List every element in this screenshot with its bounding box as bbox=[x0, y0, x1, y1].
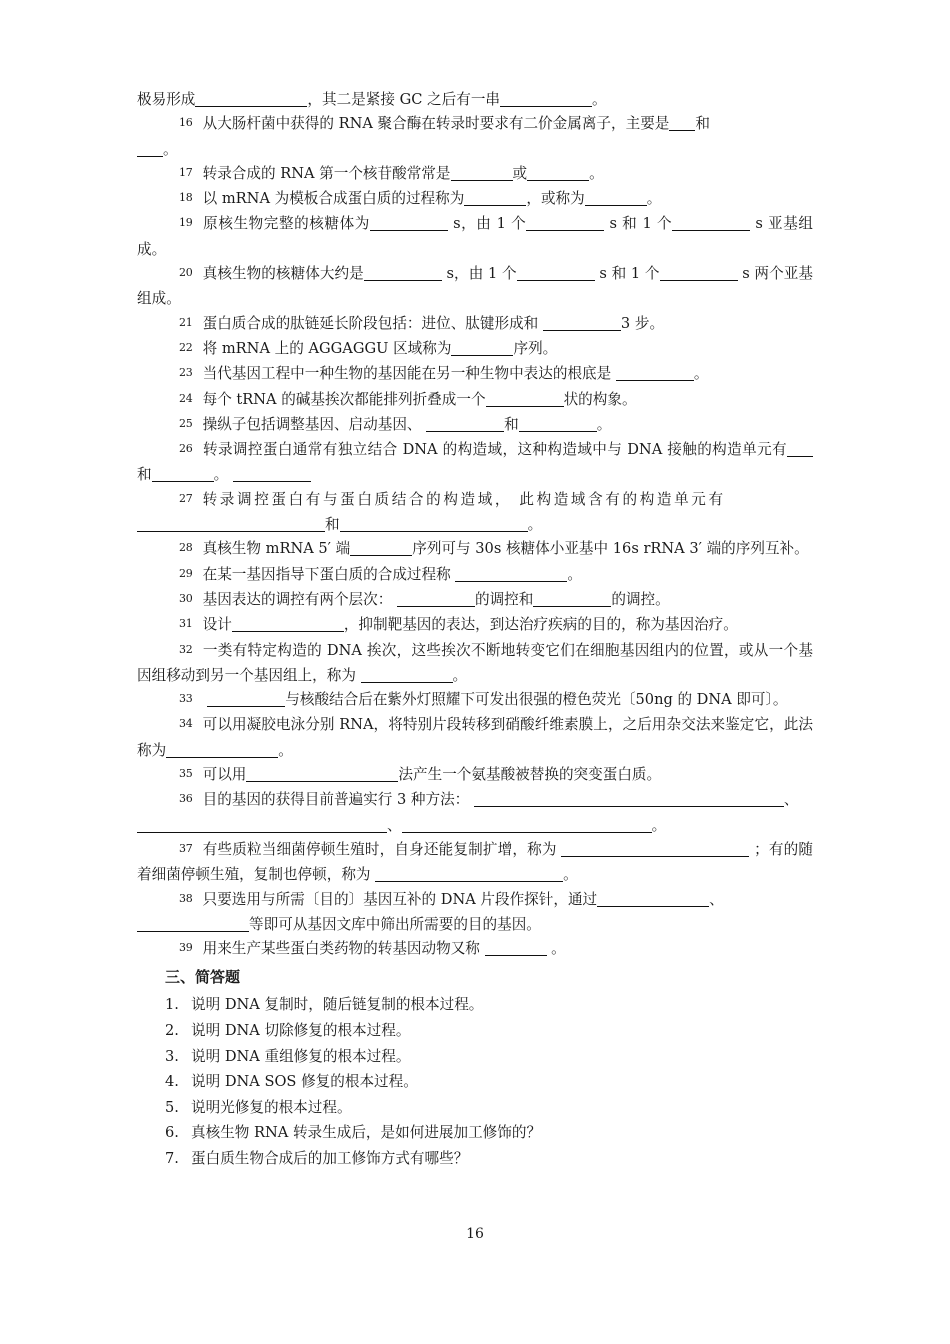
fill-in-item-35 bbox=[137, 763, 813, 788]
answer-blank[interactable] bbox=[426, 418, 504, 432]
answer-blank[interactable] bbox=[533, 593, 611, 607]
question-text: 说明光修复的根本过程。 bbox=[191, 1098, 352, 1116]
answer-blank[interactable] bbox=[375, 868, 563, 882]
answer-blank[interactable] bbox=[787, 443, 813, 457]
item-number: 27 bbox=[179, 491, 193, 505]
answer-blank[interactable] bbox=[486, 393, 564, 407]
item-text: 真核生物 mRNA 5′ 端 bbox=[202, 540, 351, 558]
item-text: 。 bbox=[646, 190, 662, 208]
question-number: 1. bbox=[165, 996, 179, 1014]
item-text: 转录调控蛋白通常有独立结合 DNA 的构造域，这种构造域中与 DNA 接触的构造单元有 bbox=[202, 441, 787, 459]
item-number: 29 bbox=[179, 566, 193, 580]
list-item bbox=[165, 1120, 813, 1146]
answer-blank[interactable] bbox=[660, 267, 738, 281]
item-text: ，或称为 bbox=[526, 190, 585, 208]
item-text: 有些质粒当细菌停顿生殖时，自身还能复制扩增，称为 bbox=[202, 840, 562, 858]
item-number: 39 bbox=[179, 941, 193, 955]
fill-in-item-28 bbox=[137, 537, 813, 562]
item-number: 34 bbox=[179, 717, 193, 731]
answer-blank[interactable] bbox=[137, 143, 163, 157]
item-number: 28 bbox=[179, 541, 193, 555]
item-text: 。 bbox=[213, 466, 233, 484]
item-number: 26 bbox=[179, 442, 193, 456]
item-text: 。 bbox=[452, 666, 468, 684]
item-text: 。 bbox=[563, 866, 578, 884]
item-text: 。 bbox=[693, 365, 709, 383]
question-number: 7. bbox=[165, 1149, 179, 1167]
fill-in-item-16 bbox=[137, 112, 813, 162]
item-number: 17 bbox=[179, 165, 193, 179]
fill-in-item-19 bbox=[137, 212, 813, 262]
answer-blank[interactable] bbox=[597, 893, 709, 907]
item-number: 33 bbox=[179, 692, 193, 706]
item-text: 与核酸结合后在紫外灯照耀下可发出很强的橙色荧光〔50ng 的 DNA 即可〕。 bbox=[285, 691, 788, 709]
answer-blank[interactable] bbox=[585, 192, 647, 206]
fill-in-item-24 bbox=[137, 388, 813, 413]
item-text: 、 bbox=[709, 890, 724, 908]
item-text: 、 bbox=[387, 816, 402, 834]
item-text: 一类有特定构造的 DNA 挨次，这些挨次不断地转变它们在细胞基因组内的位置，或从一个基因组移动到另一个基因组上，称为 bbox=[137, 641, 813, 684]
answer-blank[interactable] bbox=[517, 267, 595, 281]
answer-blank[interactable] bbox=[464, 192, 526, 206]
fill-in-item-30 bbox=[137, 588, 813, 613]
fill-in-item-38 bbox=[137, 888, 813, 913]
answer-blank[interactable] bbox=[526, 217, 604, 231]
item-text: 转录合成的 RNA 第一个核苷酸常常是 bbox=[202, 164, 451, 182]
list-item bbox=[165, 1146, 813, 1172]
item-text: 从大肠杆菌中获得的 RNA 聚合酶在转录时要求有二价金属离子，主要是 bbox=[202, 115, 670, 133]
item-text: ；有的随着细菌停顿生殖，复制也停顿，称为 bbox=[137, 840, 813, 884]
item-text: 。 bbox=[651, 816, 667, 834]
item-text: 。 bbox=[278, 741, 293, 759]
item-text: 每个 tRNA 的碱基挨次都能排列折叠成一个 bbox=[202, 390, 486, 408]
fill-in-item-25 bbox=[137, 413, 813, 438]
answer-blank[interactable] bbox=[519, 418, 597, 432]
answer-blank[interactable] bbox=[455, 568, 567, 582]
item-text: 操纵子包括调整基因、启动基因、 bbox=[202, 415, 427, 433]
item-text: 原核生物完整的核糖体为 bbox=[202, 215, 370, 233]
list-item bbox=[165, 1095, 813, 1121]
answer-blank[interactable] bbox=[361, 669, 453, 683]
fill-in-item-20 bbox=[137, 262, 813, 312]
item-text: 等即可从基因文库中筛出所需要的目的基因。 bbox=[249, 915, 541, 933]
item-text: 当代基因工程中一种生物的基因能在另一种生物中表达的根底是 bbox=[202, 365, 616, 383]
item-text: 。 bbox=[546, 940, 566, 958]
item-number: 22 bbox=[179, 340, 193, 354]
question-number: 6. bbox=[165, 1124, 179, 1142]
list-item bbox=[165, 992, 813, 1018]
fill-in-item-27-continued bbox=[137, 513, 813, 537]
item-text: 蛋白质合成的肽链延长阶段包括：进位、肽键形成和 bbox=[202, 314, 543, 332]
item-number: 20 bbox=[179, 266, 193, 280]
answer-blank[interactable] bbox=[451, 167, 513, 181]
fill-in-item-39 bbox=[137, 937, 813, 962]
continued-prefix: 极易形成 bbox=[137, 91, 196, 108]
item-text: s 两个亚基组成。 bbox=[137, 265, 813, 308]
short-answer-list bbox=[137, 992, 813, 1171]
fill-in-item-27 bbox=[137, 488, 813, 513]
item-text: s 和 1 个 bbox=[604, 215, 673, 233]
section-heading-short-answer: 三、简答题 bbox=[165, 968, 241, 987]
fill-in-item-17 bbox=[137, 162, 813, 187]
item-number: 19 bbox=[179, 216, 193, 230]
item-number: 21 bbox=[179, 315, 193, 329]
item-text: 和 bbox=[325, 516, 340, 534]
item-number: 35 bbox=[179, 767, 193, 781]
question-text: 说明 DNA 复制时，随后链复制的根本过程。 bbox=[191, 996, 484, 1014]
item-text: 。 bbox=[567, 565, 582, 583]
fill-in-item-21 bbox=[137, 312, 813, 337]
fill-in-item-23 bbox=[137, 362, 813, 387]
item-text: 序列。 bbox=[513, 339, 558, 357]
answer-blank[interactable] bbox=[474, 793, 784, 807]
item-text: s，由 1 个 bbox=[441, 265, 517, 283]
fill-in-item-37 bbox=[137, 838, 813, 888]
answer-blank[interactable] bbox=[195, 93, 307, 107]
fill-in-item-18 bbox=[137, 187, 813, 212]
question-text: 说明 DNA SOS 修复的根本过程。 bbox=[191, 1073, 418, 1091]
item-text: 将 mRNA 上的 AGGAGGU 区域称为 bbox=[202, 339, 452, 357]
item-text: ，抑制靶基因的表达，到达治疗疾病的目的，称为基因治疗。 bbox=[343, 616, 738, 634]
answer-blank[interactable] bbox=[402, 819, 652, 833]
question-text: 说明 DNA 重组修复的根本过程。 bbox=[191, 1047, 411, 1065]
item-text: 在某一基因指导下蛋白质的合成过程称 bbox=[202, 565, 456, 583]
item-text: s 亚基组成。 bbox=[137, 215, 813, 258]
fill-in-item-26 bbox=[137, 438, 813, 488]
answer-blank[interactable] bbox=[340, 518, 528, 532]
item-text: 目的基因的获得目前普遍实行 3 种方法： bbox=[202, 791, 474, 809]
answer-blank[interactable] bbox=[672, 217, 750, 231]
item-number: 32 bbox=[179, 642, 193, 656]
fill-in-item-32 bbox=[137, 639, 813, 689]
item-text: 的调控。 bbox=[611, 590, 670, 608]
item-number: 37 bbox=[179, 841, 193, 855]
fill-in-item-29 bbox=[137, 563, 813, 588]
item-text: 设计 bbox=[202, 616, 232, 634]
item-number: 16 bbox=[179, 116, 193, 130]
item-text: 以 mRNA 为模板合成蛋白质的过程称为 bbox=[202, 190, 465, 208]
answer-blank[interactable] bbox=[561, 843, 749, 857]
answer-blank[interactable] bbox=[152, 468, 214, 482]
item-number: 38 bbox=[179, 891, 193, 905]
item-text: 可以用凝胶电泳分别 RNA，将特别片段转移到硝酸纤维素膜上，之后用杂交法来鉴定它，此法称为 bbox=[137, 716, 813, 759]
item-text: 。 bbox=[163, 140, 178, 158]
list-item bbox=[165, 1044, 813, 1070]
answer-blank[interactable] bbox=[616, 367, 694, 381]
answer-blank[interactable] bbox=[485, 942, 547, 956]
item-number: 23 bbox=[179, 366, 193, 380]
fill-in-item-36 bbox=[137, 788, 813, 813]
item-text: 或 bbox=[512, 164, 528, 182]
question-text: 蛋白质生物合成后的加工修饰方式有哪些？ bbox=[191, 1149, 469, 1167]
item-text: 转录调控蛋白有与蛋白质结合的构造域， 此构造域含有的构造单元有 bbox=[202, 490, 726, 508]
document-body bbox=[137, 88, 813, 1172]
item-text: 。 bbox=[527, 516, 543, 534]
fill-in-item-38-continued bbox=[137, 913, 813, 937]
item-text: 法产生一个氨基酸被替换的突变蛋白质。 bbox=[398, 766, 662, 784]
continued-sentence bbox=[137, 88, 813, 112]
item-text: 和 bbox=[695, 115, 711, 133]
answer-blank[interactable] bbox=[350, 542, 412, 556]
item-text: 用来生产某些蛋白类药物的转基因动物又称 bbox=[202, 940, 485, 958]
answer-blank[interactable] bbox=[137, 819, 387, 833]
item-number: 25 bbox=[179, 416, 193, 430]
item-number: 31 bbox=[179, 617, 193, 631]
question-number: 5. bbox=[165, 1098, 179, 1116]
answer-blank[interactable] bbox=[246, 768, 398, 782]
item-number: 36 bbox=[179, 792, 193, 806]
question-text: 真核生物 RNA 转录生成后，是如何进展加工修饰的？ bbox=[191, 1124, 542, 1142]
answer-blank[interactable] bbox=[233, 468, 311, 482]
item-text: 只要选用与所需〔目的〕基因互补的 DNA 片段作探针，通过 bbox=[202, 890, 598, 908]
answer-blank[interactable] bbox=[500, 93, 592, 107]
answer-blank[interactable] bbox=[137, 918, 249, 932]
answer-blank[interactable] bbox=[207, 693, 285, 707]
list-item bbox=[165, 1069, 813, 1095]
item-text: s，由 1 个 bbox=[447, 215, 527, 233]
item-text: 3 步。 bbox=[620, 314, 665, 332]
page-number: 16 bbox=[466, 1226, 484, 1242]
question-text: 说明 DNA 切除修复的根本过程。 bbox=[191, 1021, 411, 1039]
answer-blank[interactable] bbox=[166, 744, 278, 758]
answer-blank[interactable] bbox=[370, 217, 448, 231]
fill-in-item-33 bbox=[137, 688, 813, 713]
question-number: 3. bbox=[165, 1047, 179, 1065]
answer-blank[interactable] bbox=[451, 342, 513, 356]
answer-blank[interactable] bbox=[364, 267, 442, 281]
answer-blank[interactable] bbox=[543, 317, 621, 331]
answer-blank[interactable] bbox=[527, 167, 589, 181]
answer-blank[interactable] bbox=[137, 518, 325, 532]
item-text: 序列可与 30s 核糖体小亚基中 16s rRNA 3′ 端的序列互补。 bbox=[412, 540, 809, 558]
item-text: 状的构象。 bbox=[563, 390, 637, 408]
fill-in-item-36-continued bbox=[137, 814, 813, 838]
item-text: 真核生物的核糖体大约是 bbox=[202, 265, 364, 283]
item-number: 30 bbox=[179, 591, 193, 605]
list-item bbox=[165, 1018, 813, 1044]
item-text: 。 bbox=[589, 164, 604, 182]
item-text: 。 bbox=[596, 415, 612, 433]
answer-blank[interactable] bbox=[397, 593, 475, 607]
item-text: 和 bbox=[504, 415, 519, 433]
question-number: 4. bbox=[165, 1073, 179, 1091]
answer-blank[interactable] bbox=[669, 117, 695, 131]
fill-in-item-34 bbox=[137, 713, 813, 763]
continued-middle: ，其二是紧接 GC 之后有一串 bbox=[307, 91, 501, 108]
answer-blank[interactable] bbox=[232, 618, 344, 632]
item-text: 的调控和 bbox=[474, 590, 534, 608]
fill-in-item-31 bbox=[137, 613, 813, 638]
item-text: 和 bbox=[137, 466, 152, 484]
item-text: 基因表达的调控有两个层次： bbox=[202, 590, 397, 608]
question-number: 2. bbox=[165, 1021, 179, 1039]
continued-suffix: 。 bbox=[592, 91, 607, 108]
item-text: 、 bbox=[783, 791, 799, 809]
item-number: 18 bbox=[179, 191, 193, 205]
item-text: 可以用 bbox=[202, 766, 247, 784]
item-text: s 和 1 个 bbox=[594, 265, 660, 283]
fill-in-item-22 bbox=[137, 337, 813, 362]
item-number: 24 bbox=[179, 391, 193, 405]
